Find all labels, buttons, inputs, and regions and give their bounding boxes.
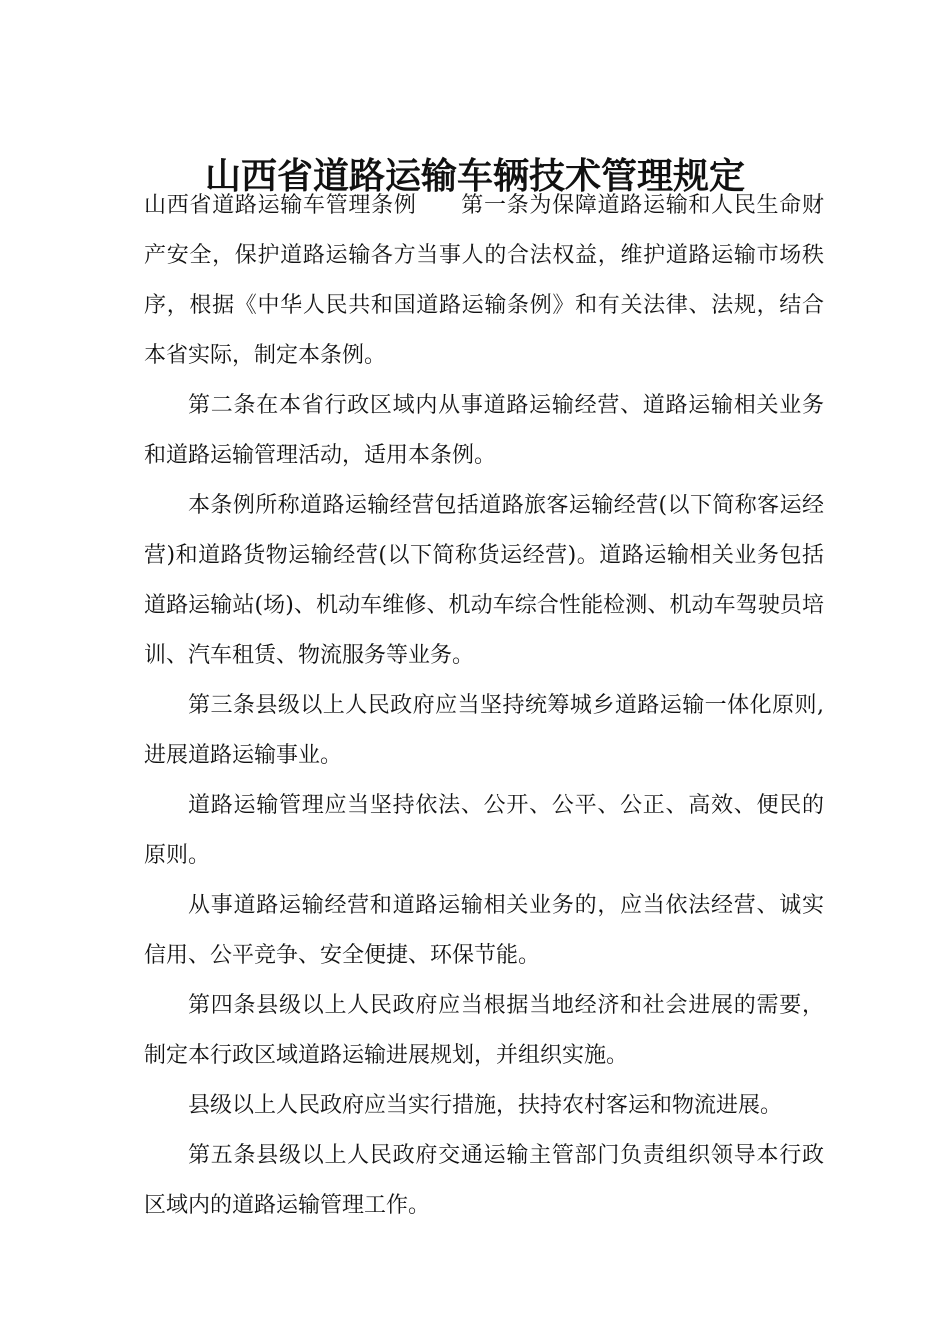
paragraph-3: 本条例所称道路运输经营包括道路旅客运输经营(以下简称客运经营)和道路货物运输经营(以下简称货运经营)。道路运输相关业务包括道路运输站(场)、机动车维修、机动车综合性能检测、机动车驾驶员培训、汽车租赁、物流服务等业务。 [144, 493, 824, 668]
paragraph-2: 第二条在本省行政区域内从事道路运输经营、道路运输相关业务和道路运输管理活动，适用本条例。 [144, 393, 824, 468]
document-title: 山西省道路运输车辆技术管理规定 [204, 155, 745, 198]
paragraph-6: 从事道路运输经营和道路运输相关业务的，应当依法经营、诚实信用、公平竞争、安全便捷、环保节能。 [144, 893, 824, 968]
paragraph-1-lead: 山西省道路运输车管理条例 [144, 193, 417, 218]
paragraph-4: 第三条县级以上人民政府应当坚持统筹城乡道路运输一体化原则,进展道路运输事业。 [144, 693, 824, 768]
paragraph-8: 县级以上人民政府应当实行措施，扶持农村客运和物流进展。 [188, 1093, 783, 1118]
paragraph-1-text: 第一条为保障道路运输和人民生命财产安全，保护道路运输各方当事人的合法权益，维护道路运输市场秩序，根据《中华人民共和国道路运输条例》和有关法律、法规，结合本省实际，制定本条例。 [144, 193, 824, 368]
document-body [144, 181, 824, 1231]
paragraph-7: 第四条县级以上人民政府应当根据当地经济和社会进展的需要，制定本行政区域道路运输进展规划，并组织实施。 [144, 993, 824, 1068]
paragraph-9: 第五条县级以上人民政府交通运输主管部门负责组织领导本行政区域内的道路运输管理工作。 [144, 1143, 824, 1218]
paragraph-1 [144, 181, 824, 381]
paragraph-5: 道路运输管理应当坚持依法、公开、公平、公正、高效、便民的原则。 [144, 793, 824, 868]
